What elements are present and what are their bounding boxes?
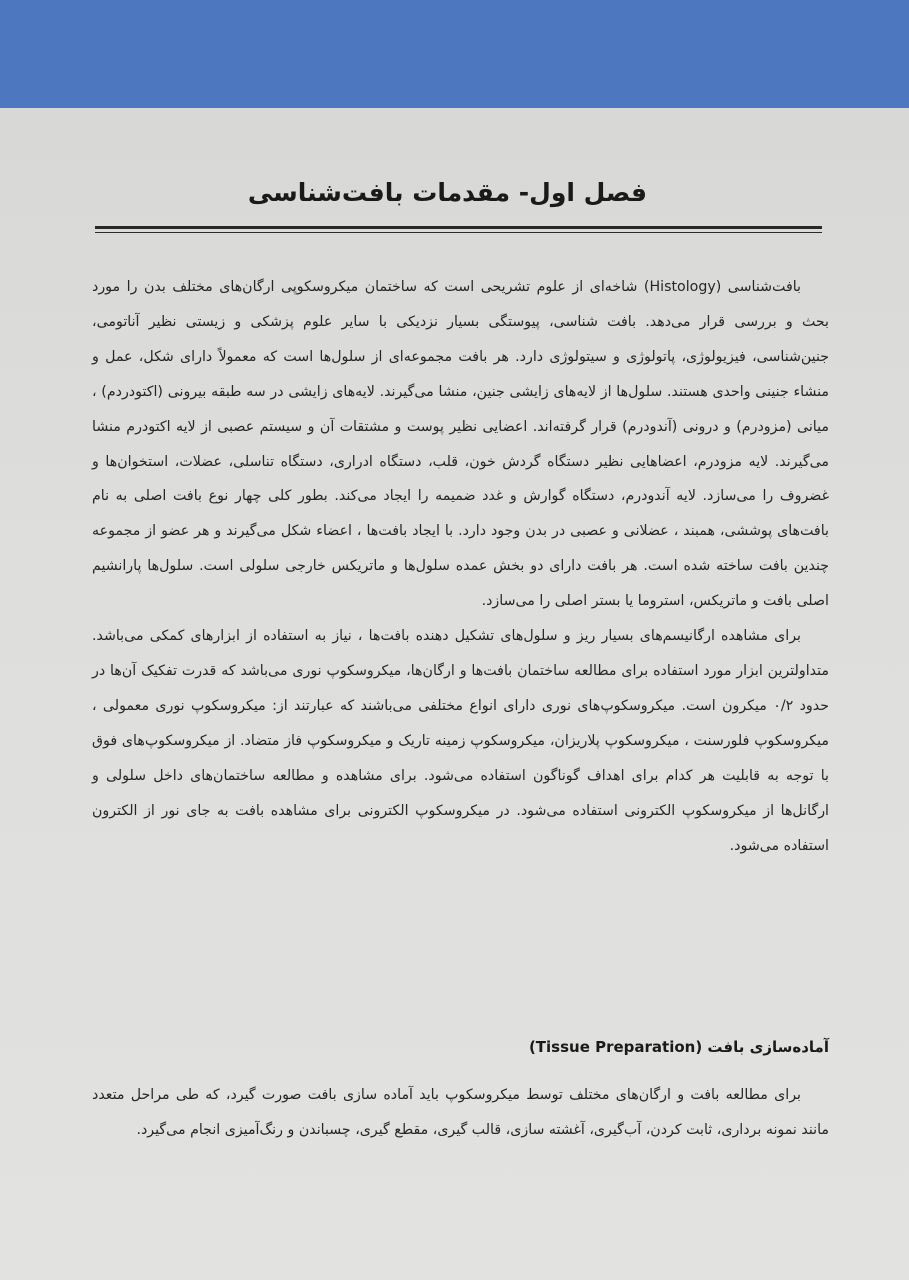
body-text bbox=[92, 270, 829, 863]
paragraph-tissue-preparation: برای مطالعه بافت و ارگان‌های مختلف توسط میکروسکوپ باید آماده سازی بافت صورت گیرد، که طی مراحل متعدد مانند نمونه برداری، ثابت کردن، آب‌گیری، آغشته سازی، قالب گیری، مقطع گیری، چسباندن و رنگ‌آمیزی انجام می‌گیرد. bbox=[92, 1087, 829, 1138]
blue-cover-band bbox=[0, 0, 909, 108]
chapter-title: فصل اول- مقدمات بافت‌شناسی bbox=[247, 178, 647, 207]
paragraph-microscopy: برای مشاهده ارگانیسم‌های بسیار ریز و سلول‌های تشکیل دهنده بافت‌ها ، نیاز به استفاده از ابزارهای کمکی می‌باشد. متداولترین ابزار مورد استفاده برای مطالعه ساختمان بافت‌ها و ارگان‌ها، میکروسکوپ نوری می‌باشد که قدرت تفکیک آن‌ها در حدود ۰/۲ میکرون است. میکروسکوپ‌های نوری دارای انواع مختلفی می‌باشند که عبارتند از: میکروسکوپ نوری معمولی ، میکروسکوپ فلورسنت ، میکروسکوپ پلاریزان، میکروسکوپ زمینه تاریک و میکروسکوپ فاز متضاد. از میکروسکوپ‌های فوق با توجه به قابلیت هر کدام برای اهداف گوناگون استفاده می‌شود. برای مشاهده و مطالعه ساختمان‌های داخل سلولی و ارگانل‌ها از میکروسکوپ الکترونی استفاده می‌شود. در میکروسکوپ الکترونی برای مشاهده بافت به جای نور از الکترون استفاده می‌شود. bbox=[92, 628, 829, 854]
tissue-preparation-text bbox=[92, 1078, 829, 1148]
title-rule-thick bbox=[95, 226, 822, 229]
section-heading-tissue-preparation: آماده‌سازی بافت (Tissue Preparation) bbox=[528, 1038, 829, 1056]
title-rule-thin bbox=[95, 232, 822, 233]
paragraph-histology-intro: بافت‌شناسی (Histology) شاخه‌ای از علوم تشریحی است که ساختمان میکروسکوپی ارگان‌های مختلف بدن را مورد بحث و بررسی قرار می‌دهد. بافت شناسی، پیوستگی بسیار نزدیکی با سایر علوم پزشکی و زیستی نظیر آناتومی، جنین‌شناسی، فیزیولوژی، پاتولوژی و سیتولوژی دارد. هر بافت مجموعه‌ای از سلول‌ها است که معمولاً دارای شکل، عمل و منشاء جنینی واحدی هستند. سلول‌ها از لایه‌های زایشی جنین، منشا می‌گیرند. لایه‌های زایشی در سه طبقه بیرونی (اکتودردم) ، میانی (مزودرم) و درونی (آندودرم) قرار گرفته‌اند. اعضایی نظیر پوست و مشتقات آن و سیستم عصبی از لایه اکتودرم منشا می‌گیرند. لایه مزودرم، اعضاهایی نظیر دستگاه گردش خون، قلب، دستگاه ادراری، دستگاه تناسلی، عضلات، استخوان‌ها و غضروف را می‌سازد. لایه آندودرم، دستگاه گوارش و غدد ضمیمه را ایجاد می‌کند. بطور کلی چهار نوع بافت اصلی به نام بافت‌های پوششی، همبند ، عضلانی و عصبی در بدن وجود دارد. با ایجاد بافت‌ها ، اعضاء شکل می‌گیرند و هر عضو از مجموعه چندین بافت ساخته شده است. هر بافت دارای دو بخش عمده سلول‌ها و ماتریکس خارجی سلولی است. سلول‌ها پارانشیم اصلی بافت و ماتریکس، استروما یا بستر اصلی را می‌سازد. bbox=[92, 279, 829, 610]
